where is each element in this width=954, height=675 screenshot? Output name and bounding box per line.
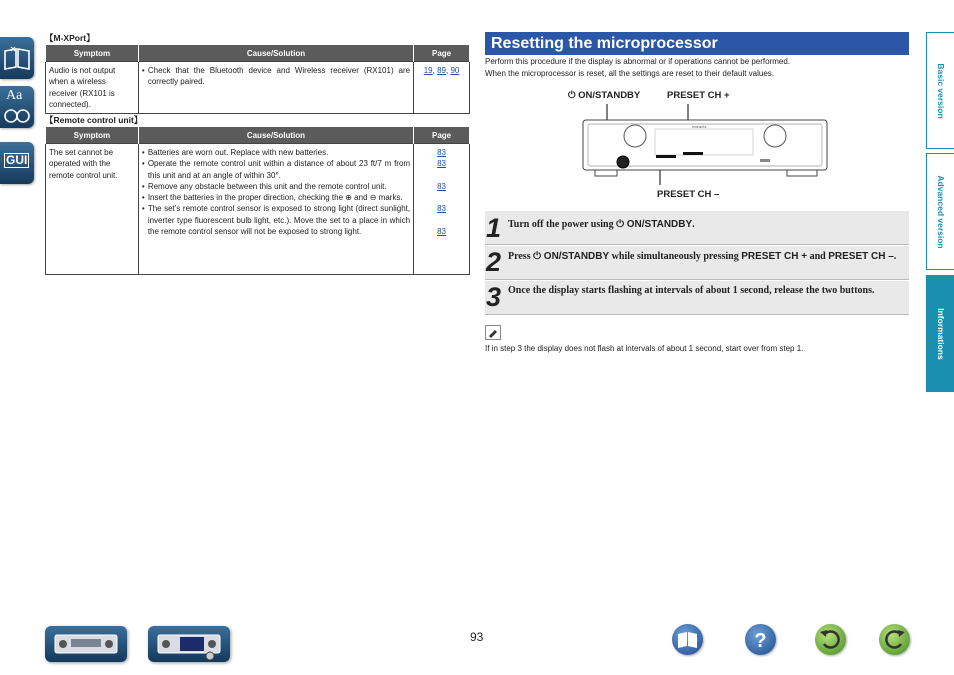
step-number: 1: [486, 213, 502, 243]
header-page: Page: [414, 127, 470, 144]
power-icon: ⏻: [616, 219, 624, 230]
label-preset-plus: PRESET CH +: [667, 90, 730, 101]
standby-button: [617, 156, 629, 168]
book-icon: [672, 624, 703, 655]
cause-item: • The set’s remote control sensor is exposed to strong light (direct sunlight, inverter type fluorescent bulb light, etc.). Move the set to a place in which the remote control sensor will not be exposed to strong light.: [142, 203, 410, 237]
page-link[interactable]: 83: [437, 227, 446, 237]
display-button[interactable]: [148, 626, 230, 662]
remote-display-icon: [148, 626, 230, 662]
symptom-cell: The set cannot be operated with the remote control unit.: [46, 144, 139, 275]
step-number: 3: [486, 282, 502, 312]
section-title: Resetting the microprocessor: [485, 32, 909, 55]
label-on-standby: ⏻ ON/STANDBY: [568, 90, 641, 101]
page-link[interactable]: 89: [437, 66, 446, 75]
page-link[interactable]: 83: [437, 159, 446, 169]
note-icon: [485, 325, 501, 340]
help-icon: [745, 624, 776, 655]
glasses-icon: [3, 108, 31, 124]
back-icon: [815, 624, 846, 655]
page-number: 93: [470, 630, 484, 644]
intro-text-2: When the microprocessor is reset, all the settings are reset to their default values.: [485, 69, 775, 78]
device-front-panel: [580, 100, 830, 185]
cause-cell: [138, 62, 413, 114]
header-symptom: Symptom: [46, 127, 139, 144]
page-link[interactable]: 83: [437, 204, 446, 214]
glossary-icon: Aa: [6, 88, 23, 103]
step-text: Turn off the power using ⏻ ON/STANDBY.: [508, 219, 695, 230]
page-cell: 19, 89, 90: [414, 62, 470, 114]
header-symptom: Symptom: [46, 45, 139, 62]
front-panel-button[interactable]: [45, 626, 127, 662]
header-page: Page: [414, 45, 470, 62]
preset-minus-button: [656, 155, 676, 158]
help-button[interactable]: [745, 624, 776, 655]
header-cause: Cause/Solution: [138, 45, 413, 62]
cause-item: • Check that the Bluetooth device and Wireless receiver (RX101) are correctly paired.: [142, 65, 410, 88]
step-text: Once the display starts flashing at intervals of about 1 second, release the two buttons.: [508, 285, 875, 296]
label-preset-minus: PRESET CH –: [657, 189, 720, 200]
tab-advanced-version[interactable]: Advanced version: [926, 153, 954, 270]
tab-informations[interactable]: Informations: [926, 275, 954, 392]
remote-title: 【Remote control unit】: [45, 115, 143, 125]
page-cell: [414, 144, 470, 275]
mxport-table: [45, 44, 470, 114]
power-icon: ⏻: [533, 251, 542, 262]
cause-item: • Remove any obstacle between this unit and the remote control unit.: [142, 181, 410, 192]
cause-cell: [138, 144, 413, 275]
cause-item: • Operate the remote control unit within a distance of about 23 ft/7 m from this unit and at an angle of within 30°.: [142, 158, 410, 181]
step-text: Press ⏻ ON/STANDBY while simultaneously pressing PRESET CH + and PRESET CH –.: [508, 251, 897, 262]
forward-button[interactable]: [879, 624, 910, 655]
step-number: 2: [486, 247, 502, 277]
note-text: If in step 3 the display does not flash at intervals of about 1 second, start over from step 1.: [485, 344, 804, 353]
step-3: [485, 281, 909, 315]
page-link[interactable]: 83: [437, 181, 446, 191]
cause-item: • Insert the batteries in the proper direction, checking the ⊕ and ⊖ marks.: [142, 192, 410, 203]
forward-icon: [879, 624, 910, 655]
power-icon: ⏻: [568, 90, 576, 101]
page-link[interactable]: 19: [423, 66, 433, 75]
step-2: [485, 246, 909, 280]
front-panel-icon: [45, 626, 127, 662]
intro-text-1: Perform this procedure if the display is abnormal or if operations cannot be performed.: [485, 57, 791, 66]
preset-plus-button: [683, 152, 703, 155]
device-brand: marantz: [692, 124, 707, 129]
cause-item: • Batteries are worn out. Replace with new batteries.: [142, 147, 410, 158]
index-book-button[interactable]: [672, 624, 703, 655]
book-icon: [3, 43, 31, 73]
glossary-tab[interactable]: [0, 86, 34, 128]
remote-table: [45, 126, 470, 275]
step-1: [485, 211, 909, 245]
back-button[interactable]: [815, 624, 846, 655]
symptom-cell: Audio is not output when a wireless receiver (RX101 is connected).: [46, 62, 139, 114]
mxport-title: 【M-XPort】: [45, 33, 95, 43]
page-link[interactable]: 83: [437, 148, 446, 157]
header-cause: Cause/Solution: [138, 127, 413, 144]
tab-basic-version[interactable]: Basic version: [926, 32, 954, 149]
manual-tab[interactable]: [0, 37, 34, 79]
gui-tab[interactable]: [0, 142, 34, 184]
page-link[interactable]: 90: [450, 66, 460, 75]
svg-text:?: ?: [754, 630, 767, 652]
gui-icon: GUI: [6, 153, 28, 167]
